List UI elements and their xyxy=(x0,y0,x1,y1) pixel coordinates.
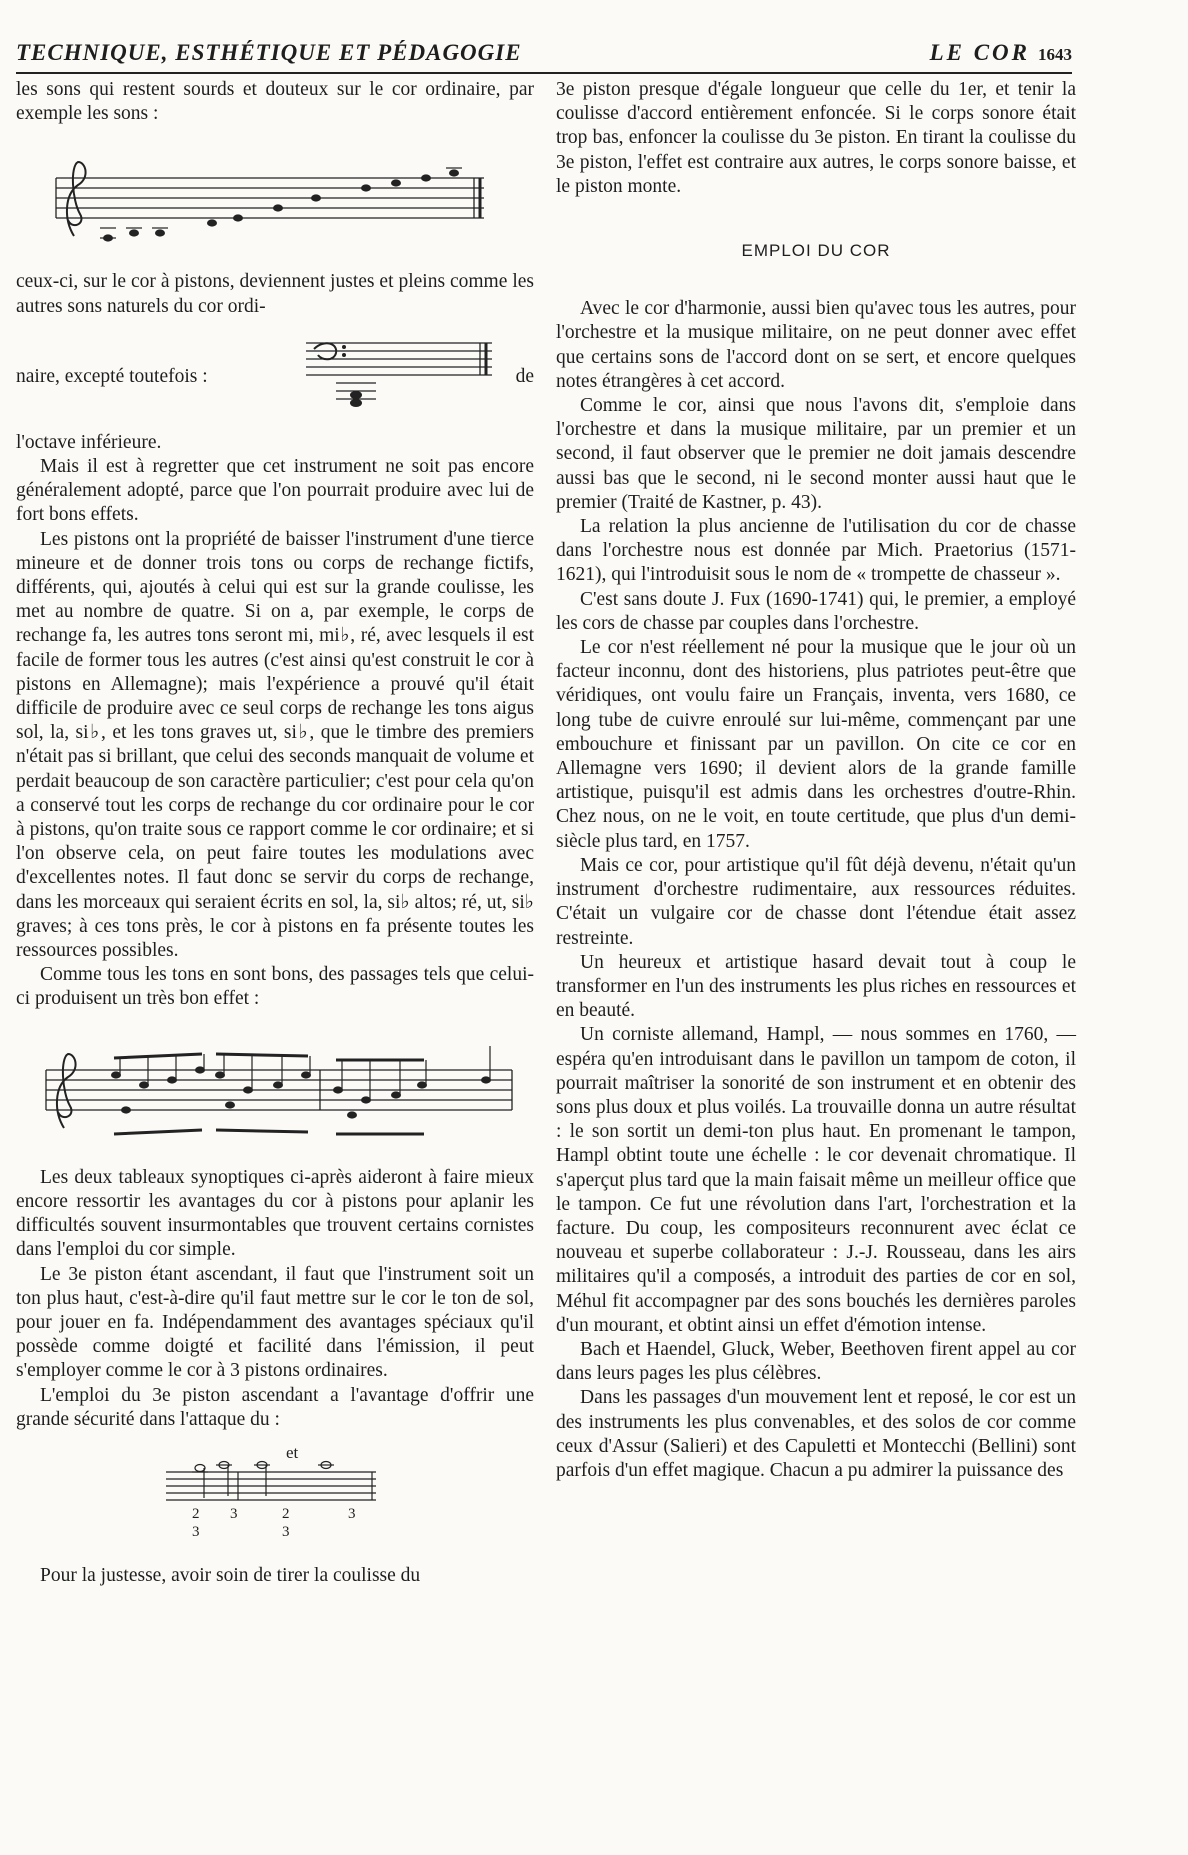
paragraph: Dans les passages d'un mouvement lent et reposé, le cor est un des instruments les plus convenables, et des solos de cor comme ceux d'Assur (Salieri) et des Capuletti et Montecchi (Bellini) sont parfois d'un effet magique. Chacun a pu admirer la puissance des xyxy=(556,1387,1076,1481)
music-example-1 xyxy=(16,140,516,258)
fingering-number: 2 xyxy=(192,1505,200,1522)
paragraph: Pour la justesse, avoir soin de tirer la coulisse du xyxy=(40,1564,421,1586)
paragraph: Comme tous les tons en sont bons, des passages tels que celui-ci produisent un très bon effet : xyxy=(16,964,534,1010)
paragraph: Les deux tableaux synoptiques ci-après aideront à faire mieux encore ressortir les avantages du cor à pistons pour aplanir les difficultés souvent insurmontables que trouvent certains cornistes dans l'emploi du cor simple. xyxy=(16,1166,534,1261)
paragraph: 3e piston presque d'égale longueur que celle du 1er, et tenir la coulisse d'accord entièrement enfoncée. Si le corps sonore était trop bas, enfoncer la coulisse du 3e piston. En tirant la coulisse du 3e piston, l'effet est contraire aux autres, le corps sonore baisse, et le piston monte. xyxy=(556,79,1076,197)
music-example-2 xyxy=(296,325,496,417)
fingering-number: 3 xyxy=(192,1523,200,1540)
fingering-number: 3 xyxy=(348,1505,356,1522)
paragraph: Un heureux et artistique hasard devait tout à coup le transformer en l'un des instruments les plus riches en ressources et en beauté. xyxy=(556,951,1076,1022)
paragraph: Bach et Haendel, Gluck, Weber, Beethoven firent appel au cor dans leurs pages les plus célèbres. xyxy=(556,1338,1076,1385)
fingering-number: 3 xyxy=(230,1505,238,1522)
header-section-title: LE COR xyxy=(929,40,1030,65)
paragraph: les sons qui restent sourds et douteux sur le cor ordinaire, par exemple les sons : xyxy=(16,79,534,125)
paragraph: Comme le cor, ainsi que nous l'avons dit, s'emploie dans l'orchestre et dans la musique militaire, par un premier et un second, il faut observer que le premier ne doit jamais descendre aussi bas que le second, ni le second monter aussi haut que le premier (Traité de Kastner, p. 43). xyxy=(556,395,1076,513)
paragraph: Mais il est à regretter que cet instrument ne soit pas encore généralement adopté, parce que l'on pourrait produire avec lui de fort bons effets. xyxy=(16,456,534,526)
paragraph-fragment: de xyxy=(515,365,534,387)
fingering-number: 3 xyxy=(282,1523,290,1540)
paragraph: L'emploi du 3e piston ascendant a l'avantage d'offrir une grande sécurité dans l'attaque du : xyxy=(16,1384,534,1430)
fingering-number: 2 xyxy=(282,1505,290,1522)
header-section xyxy=(930,40,1072,66)
paragraph: l'octave inférieure. xyxy=(16,431,162,453)
paragraph: Le 3e piston étant ascendant, il faut que l'instrument soit un ton plus haut, c'est-à-dire qu'il faut mettre sur le cor le ton de sol, pour jouer en fa. Indépendamment des avantages spéciaux qu'il possède comme doigté et facilité dans l'émission, il peut s'employer comme le cor à 3 pistons ordinaires. xyxy=(16,1263,534,1382)
music-example-4 xyxy=(16,1444,534,1554)
left-column xyxy=(16,78,534,1588)
page-number: 1643 xyxy=(1038,45,1072,64)
inline-music-line xyxy=(16,325,534,417)
paragraph: La relation la plus ancienne de l'utilisation du cor de chasse dans l'orchestre nous est donnée par Mich. Praetorius (1571-1621), qui l'introduisit sous le nom de « trompette de chasseur ». xyxy=(556,516,1076,586)
paragraph-fragment: naire, excepté toutefois : xyxy=(16,365,208,387)
paragraph: Un corniste allemand, Hampl, — nous sommes en 1760, — espéra qu'en introduisant dans le pavillon un tampom de coton, il pourrait maîtriser la sonorité de son instrument et en obtenir des sons plus doux et plus voilés. La trouvaille donna un autre résultat : le son sortit un demi-ton plus haut. En promenant le tampon, Hampl obtint toute une échelle : le cor devenait chromatique. Il s'aperçut plus tard que la main faisait même un meilleur office que le tampon. Ce fut une révolution dans l'art, l'orchestration et la facture. Du coup, les compositeurs reconnurent avec éclat ce nouveau et superbe collaborateur : J.-J. Rousseau, dans les airs militaires qu'il a composés, a introduit des parties de cor en sol, Méhul fit accompagner par des sons bouchés les dernières paroles d'un mourant, et obtint ainsi un effet d'émotion intense. xyxy=(556,1024,1076,1336)
paragraph: Le cor n'est réellement né pour la musique que le jour où un facteur inconnu, dont des historiens, plus patriotes peut-être que véridiques, ont voulu faire un Français, inventa, vers 1680, ce long tube de cuivre enroulé sur lui-même, commençant par une embouchure et finissant par un pavillon. On cite ce cor en Allemagne vers 1690; il devient alors de la grande famille artistique, puisqu'il est admis dans les orchestres d'outre-Rhin. Chez nous, on ne le voit, en toute certitude, que plus d'un demi-siècle plus tard, en 1757. xyxy=(556,637,1076,852)
paragraph: ceux-ci, sur le cor à pistons, deviennent justes et pleins comme les autres sons naturels du cor ordi- xyxy=(16,271,534,317)
music-annotation: et xyxy=(286,1443,299,1462)
header-title: TECHNIQUE, ESTHÉTIQUE ET PÉDAGOGIE xyxy=(16,40,522,65)
paragraph: C'est sans doute J. Fux (1690-1741) qui, le premier, a employé les cors de chasse par couples dans l'orchestre. xyxy=(556,588,1076,634)
paragraph: Les pistons ont la propriété de baisser l'instrument d'une tierce mineure et de donner trois tons ou corps de rechange fictifs, différents, qui, ajoutés à celui qui est sur la grande coulisse, les met au nombre de quatre. Si on a, par exemple, le corps de rechange fa, les autres tons seront mi, mi♭, ré, avec lesquels il est facile de former tous les autres (c'est ainsi qu'est construit le cor à pistons en Allemagne); mais l'expérience a prouvé qu'il était difficile de produire avec ce seul corps de rechange les tons aigus sol, la, si♭, et les tons graves ut, si♭, que le timbre des premiers n'était pas si brillant, que celui des seconds manquait de volume et perdait beaucoup de son caractère particulier; c'est pour cela qu'on a conservé tout les corps de rechange du cor ordinaire pour le cor à pistons, qu'on traite sous ce rapport comme le cor ordinaire; et si l'on observe cela, on peut faire toutes les modulations avec d'excellentes notes. Il faut donc se servir du corps de rechange, dans les morceaux qui seraient écrits en sol, la, si♭ altos; ré, ut, si♭ graves; à ces tons près, le cor à pistons en fa présente toutes les ressources possibles. xyxy=(16,528,534,962)
right-column xyxy=(556,78,1076,1483)
paragraph: Avec le cor d'harmonie, aussi bien qu'avec tous les autres, pour l'orchestre et la musique militaire, on ne peut donner avec effet que certains sons de l'accord dont on se sert, et encore quelques notes étrangères à cet accord. xyxy=(556,298,1076,392)
section-title: EMPLOI DU COR xyxy=(741,241,891,261)
running-header xyxy=(16,40,1072,74)
paragraph: Mais ce cor, pour artistique qu'il fût déjà devenu, n'était qu'un instrument d'orchestre rudimentaire, aux ressources réduites. C'était un vulgaire cor de chasse dont l'étendue était assez restreinte. xyxy=(556,854,1076,949)
music-example-3 xyxy=(16,1030,516,1150)
